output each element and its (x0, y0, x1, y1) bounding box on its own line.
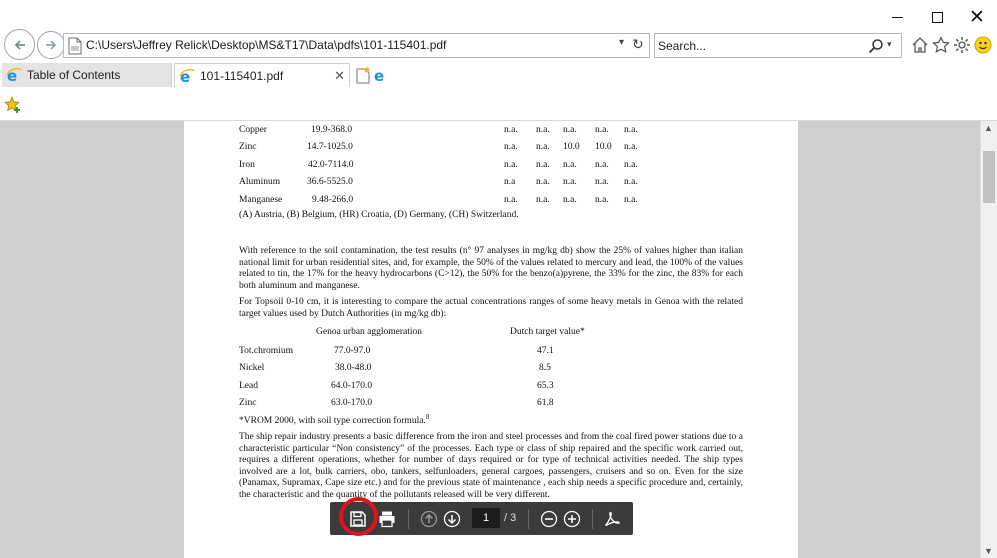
compare-metal-name: Tot.chromium (239, 346, 293, 356)
compare-metal-name: Lead (239, 380, 258, 391)
pdf-page (184, 121, 798, 558)
compare-metal-name: Nickel (239, 363, 265, 374)
minimize-button[interactable] (877, 4, 917, 30)
metal-col-value: n.a. (536, 125, 550, 135)
compare-genoa-value: 63.0-170.0 (331, 397, 373, 408)
close-icon: ✕ (969, 5, 985, 28)
metal-col-value: n.a. (536, 194, 550, 205)
home-icon (911, 36, 929, 54)
metal-col-value: n.a. (624, 194, 638, 205)
metal-col-value: n.a. (595, 194, 609, 205)
back-button[interactable] (4, 29, 35, 60)
metals-table-row (184, 177, 798, 189)
metals-table-row (184, 125, 798, 137)
metal-col-value: n.a. (536, 142, 550, 153)
metal-name: Manganese (239, 194, 283, 205)
metal-range: 19.9-368.0 (311, 125, 353, 135)
metal-col-value: n.a. (563, 194, 577, 205)
title-bar (0, 0, 997, 30)
search-icon[interactable] (868, 38, 884, 54)
compare-dutch-value: 47.1 (537, 346, 554, 356)
metal-col-value: n.a. (624, 159, 638, 170)
address-url[interactable]: C:\Users\Jeffrey Relick\Desktop\MS&T17\Data\pdfs\101-115401.pdf (86, 38, 447, 52)
toolbar-separator (408, 509, 409, 529)
metal-col-value: n.a. (504, 194, 518, 205)
toolbar-separator (528, 509, 529, 529)
metal-range: 36.6-5525.0 (307, 177, 353, 188)
gear-icon (953, 36, 971, 54)
page-number-input[interactable] (472, 508, 500, 528)
metal-range: 9.48-266.0 (312, 194, 354, 205)
refresh-icon[interactable]: ↻ (632, 36, 644, 52)
tab-row (0, 62, 997, 88)
metals-table-row (184, 160, 798, 172)
toolbar-separator (592, 509, 593, 529)
zoom-in-button[interactable] (562, 509, 582, 529)
feedback-button[interactable] (973, 35, 993, 55)
compare-table-row (184, 398, 798, 410)
open-in-acrobat-button[interactable] (602, 509, 622, 529)
search-dropdown-icon[interactable]: ▾ (887, 39, 892, 49)
metal-col-value: n.a. (563, 125, 577, 135)
favorites-button[interactable] (931, 35, 951, 55)
metal-col-value: n.a. (595, 159, 609, 170)
zoom-in-icon (563, 510, 581, 528)
compare-table-row (184, 381, 798, 393)
page-total: / 3 (504, 512, 517, 524)
forward-button[interactable] (37, 31, 65, 59)
address-dropdown-icon[interactable]: ▾ (619, 37, 625, 48)
next-page-button[interactable] (442, 509, 462, 529)
scroll-up-icon[interactable]: ▲ (984, 123, 993, 133)
maximize-button[interactable] (917, 4, 957, 30)
compare-table-row (184, 346, 798, 358)
metals-table-row (184, 142, 798, 154)
vrom-note (184, 413, 798, 425)
zoom-out-icon (540, 510, 558, 528)
vertical-scrollbar[interactable] (980, 121, 997, 558)
arrow-down-circle-icon (443, 510, 461, 528)
metal-col-value: n.a. (504, 159, 518, 170)
vrom-note-superscript: 8 (425, 413, 430, 421)
metal-col-value: n.a. (536, 177, 550, 188)
compare-dutch-value: 8.5 (539, 363, 551, 374)
svg-text:e: e (180, 67, 191, 84)
metal-col-value: n.a. (624, 142, 638, 153)
new-tab-button[interactable] (354, 65, 372, 85)
previous-page-button[interactable] (419, 509, 439, 529)
metal-range: 14.7-1025.0 (307, 142, 353, 153)
compare-genoa-value: 64.0-170.0 (331, 380, 373, 391)
metal-col-value: 10.0 (595, 142, 612, 153)
smiley-icon (974, 36, 992, 54)
home-button[interactable] (910, 35, 930, 55)
metal-col-value: n.a. (504, 142, 518, 153)
close-button[interactable] (957, 4, 997, 30)
metal-col-value: n.a. (563, 159, 577, 170)
ie-logo-icon (6, 67, 22, 83)
zoom-out-button[interactable] (539, 509, 559, 529)
add-favorite-icon[interactable] (4, 96, 22, 114)
tab-table-of-contents[interactable] (2, 63, 172, 87)
paragraph-ship-repair: The ship repair industry presents a basic difference from the iron and steel processes and from the coal fired power stations due to a characteristic particular “Non consistency” of the processes. Each type or class of ship repaired and the specific work carried out, requires a different operations, whether for number of days required or for type of technical activities needed. The ship types involved are a lot, bulk carriers, obo, tankers, selfunloaders, general cargoes, passengers, cruisers and so on. Even for the size (Panamax, Supramax, Cape size etc.) and for the previous state of maintenance , each ship needs a specific procedure and, certainly, the characteristic and the quantity of the pollutants released will be very different. (239, 432, 743, 500)
svg-text:e: e (7, 67, 18, 83)
arrow-up-circle-icon (420, 510, 438, 528)
svg-text:e: e (374, 67, 385, 83)
metal-range: 42.0-7114.0 (308, 159, 354, 170)
countries-note: (A) Austria, (B) Belgium, (HR) Croatia, (D) Germany, (CH) Switzerland. (239, 210, 519, 220)
vrom-note-text: *VROM 2000, with soil type correction formula. (239, 416, 426, 427)
print-button[interactable] (377, 509, 397, 529)
metal-col-value: n.a. (504, 125, 518, 135)
minimize-icon (892, 17, 903, 18)
favorites-bar (0, 88, 997, 121)
compare-table-row (184, 363, 798, 375)
pdf-page-icon (67, 37, 83, 55)
new-tab-icon (355, 66, 371, 84)
back-arrow-icon (13, 38, 27, 52)
tab-label: 101-115401.pdf (200, 68, 284, 83)
metal-name: Copper (239, 125, 267, 135)
metal-name: Zinc (239, 142, 257, 153)
metal-name: Aluminum (239, 177, 281, 188)
compare-dutch-value: 65.3 (537, 380, 554, 391)
metal-col-value: n.a (504, 177, 516, 188)
compare-metal-name: Zinc (239, 397, 257, 408)
address-bar[interactable] (63, 33, 650, 58)
metal-col-value: n.a. (624, 177, 638, 188)
metal-col-value: n.a. (563, 177, 577, 188)
metal-col-value: 10.0 (563, 142, 580, 153)
metal-col-value: n.a. (624, 125, 638, 135)
ie-logo-icon (179, 68, 195, 84)
scrollbar-thumb[interactable] (983, 151, 995, 203)
pdf-viewer (0, 121, 997, 558)
paragraph-soil-contamination: With reference to the soil contamination, the test results (n° 97 analyses in mg/kg db) show the 25% of values higher than italian national limit for urban residential sites, and, for example, the 50% of the values related to mercury and lead, the 100% of the values related to tin, the 17% for the heavy hydrocarbons (C>12), the 50% for the benzo(a)pyrene, the 33% for the zinc, the 83% for each both aluminum and manganese. (239, 246, 743, 291)
tab-label: Table of Contents (27, 68, 121, 82)
metal-col-value: n.a. (595, 177, 609, 188)
compare-genoa-value: 38.0-48.0 (335, 363, 372, 374)
maximize-icon (932, 12, 943, 23)
address-row (0, 28, 997, 62)
scroll-down-icon[interactable]: ▼ (984, 546, 993, 556)
printer-icon (378, 510, 396, 528)
search-input[interactable] (658, 36, 858, 55)
metals-table-row (184, 195, 798, 207)
forward-arrow-icon (44, 38, 58, 52)
search-box[interactable] (654, 33, 902, 58)
save-highlight-circle (339, 497, 378, 536)
metal-col-value: n.a. (595, 125, 609, 135)
metal-col-value: n.a. (536, 159, 550, 170)
compare-genoa-value: 77.0-97.0 (334, 346, 371, 356)
tab-pdf-document[interactable] (174, 63, 350, 87)
tab-close-icon[interactable]: ✕ (334, 68, 345, 83)
compare-table-header: Genoa urban agglomeration Dutch target value* (316, 327, 585, 337)
compare-dutch-value: 61.8 (537, 397, 554, 408)
tools-button[interactable] (952, 35, 972, 55)
acrobat-icon (603, 510, 621, 528)
star-icon (932, 36, 950, 54)
paragraph-topsoil: For Topsoil 0-10 cm, it is interesting to compare the actual concentrations ranges of some heavy metals in Genoa with the related target values used by Dutch Authorities (in mg/kg db): (239, 297, 743, 319)
ie-logo-icon (373, 67, 389, 83)
ie-quick-tab-button[interactable] (372, 65, 390, 85)
metal-name: Iron (239, 159, 255, 170)
